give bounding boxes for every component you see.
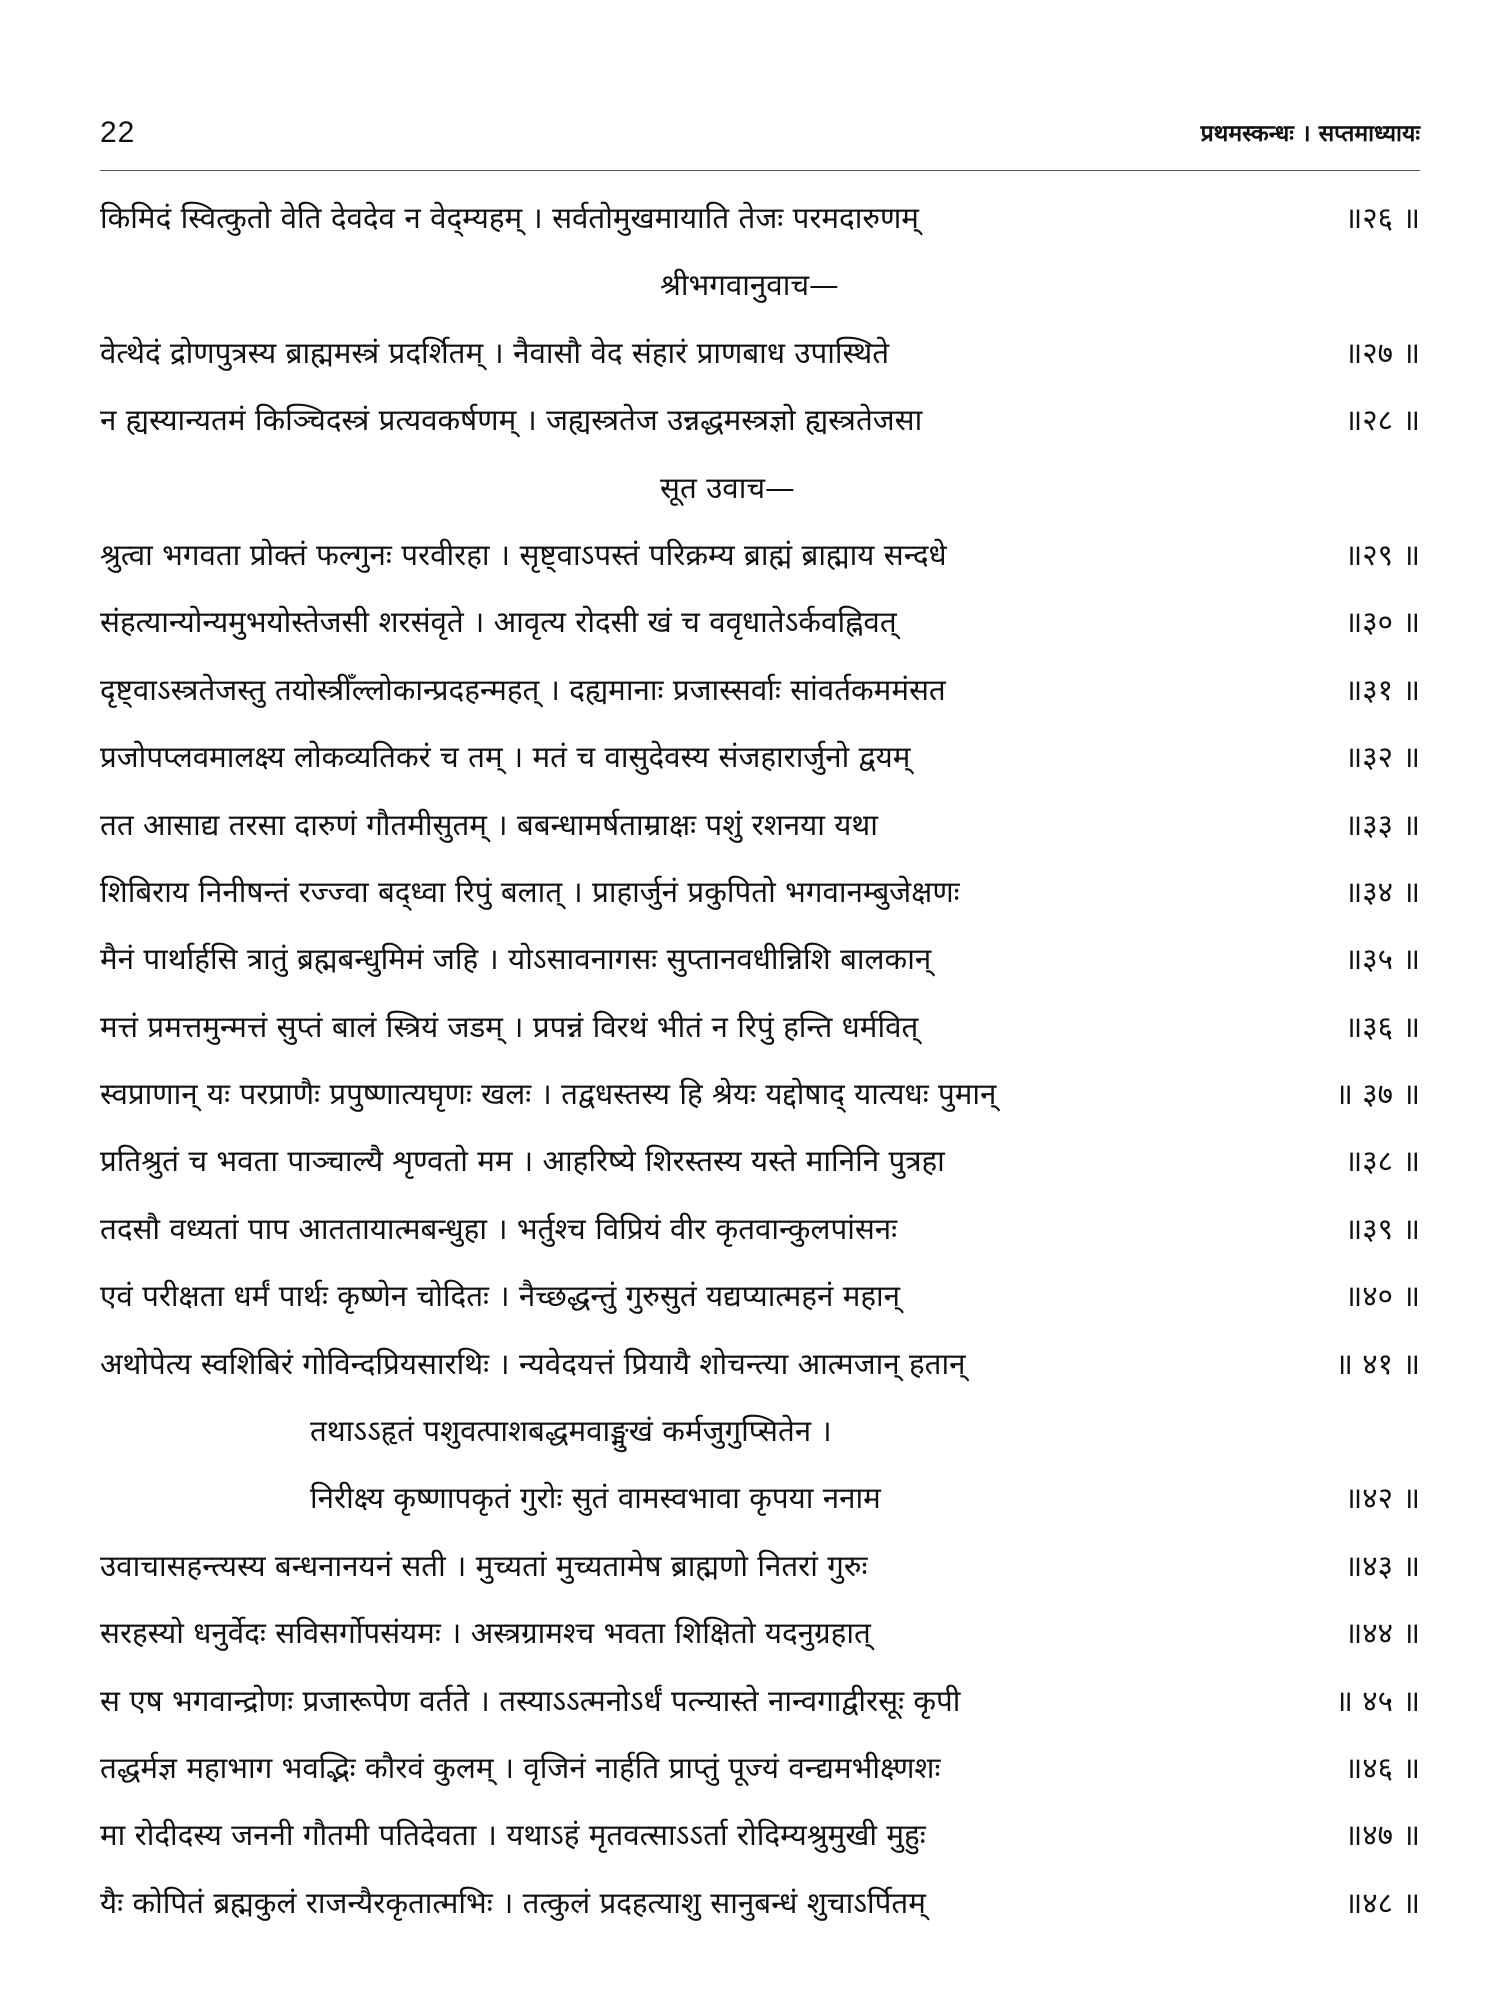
verse-text: स्वप्राणान् यः परप्राणैः प्रपुष्णात्यघृणः खलः । तद्वधस्तस्य हि श्रेयः यद्दोषाद् यात्यधः पुमान् [100, 1077, 997, 1112]
speaker-heading [100, 252, 1420, 319]
verse-number: ॥३४ ॥ [1344, 874, 1420, 909]
verse-text: सरहस्यो धनुर्वेदः सविसर्गोपसंयमः । अस्त्रग्रामश्च भवता शिक्षितो यदनुग्रहात् [100, 1616, 871, 1651]
verse-number: ॥२९ ॥ [1344, 537, 1420, 572]
verse-text: श्रुत्वा भगवता प्रोक्तं फल्गुनः परवीरहा । सृष्ट्वाऽपस्तं परिक्रम्य ब्राह्मं ब्राह्माय सन्दधे [100, 537, 947, 572]
verse-line [100, 926, 1420, 993]
verse-text: मैनं पार्थार्हसि त्रातुं ब्रह्मबन्धुमिमं जहि । योऽसावनागसः सुप्तानवधीन्निशि बालकान् [100, 942, 932, 977]
verse-number: ॥३१ ॥ [1344, 672, 1420, 707]
verse-number: ॥३८ ॥ [1344, 1144, 1420, 1179]
verse-line [100, 1802, 1420, 1869]
verse-text: तदसौ वध्यतां पाप आततायात्मबन्धुहा । भर्तुश्च विप्रियं वीर कृतवान्कुलपांसनः [100, 1211, 898, 1246]
verse-text: प्रजोपप्लवमालक्ष्य लोकव्यतिकरं च तम् । मतं च वासुदेवस्य संजहारार्जुनो द्वयम् [100, 740, 911, 775]
verse-line [100, 1061, 1420, 1128]
verse-line [100, 589, 1420, 656]
verse-number: ॥४२ ॥ [1344, 1481, 1420, 1516]
verse-block [100, 185, 1420, 1937]
verse-line [100, 1196, 1420, 1263]
verse-text: किमिदं स्वित्कुतो वेति देवदेव न वेद्म्यहम् । सर्वतोमुखमायाति तेजः परमदारुणम् [100, 201, 919, 235]
verse-text: शिबिराय निनीषन्तं रज्ज्वा बद्ध्वा रिपुं बलात् । प्राहार्जुनं प्रकुपितो भगवानम्बुजेक्षणः [100, 874, 960, 909]
verse-text: मत्तं प्रमत्तमुन्मत्तं सुप्तं बालं स्त्रियं जडम् । प्रपन्नं विरथं भीतं न रिपुं हन्ति धर्मवित् [100, 1009, 919, 1044]
verse-text: प्रतिश्रुतं च भवता पाञ्चाल्यै शृण्वतो मम । आहरिष्ये शिरस्तस्य यस्ते मानिनि पुत्रहा [100, 1144, 945, 1179]
verse-line [100, 1465, 1420, 1532]
verse-line [100, 1600, 1420, 1667]
verse-line [100, 859, 1420, 926]
verse-line [100, 792, 1420, 859]
verse-text: दृष्ट्वाऽस्त्रतेजस्तु तयोस्त्रीँल्लोकान्प्रदहन्महत् । दह्यमानाः प्रजास्सर्वाः सांवर्तकममंसत [100, 672, 946, 707]
verse-text: एवं परीक्षता धर्मं पार्थः कृष्णेन चोदितः । नैच्छद्धन्तुं गुरुसुतं यद्यप्यात्महनं महान् [100, 1279, 901, 1314]
verse-text: न ह्यस्यान्यतमं किञ्चिदस्त्रं प्रत्यवकर्षणम् । जह्यस्त्रतेज उन्नद्धमस्त्रज्ञो ह्यस्त्रतेजसा [100, 403, 923, 438]
speaker-heading [100, 455, 1420, 522]
verse-number: ॥४० ॥ [1344, 1279, 1420, 1314]
verse-number: ॥४८ ॥ [1344, 1885, 1420, 1920]
verse-number: ॥३५ ॥ [1344, 942, 1420, 977]
verse-line [100, 1735, 1420, 1802]
verse-number: ॥३३ ॥ [1344, 807, 1420, 842]
verse-line [100, 1668, 1420, 1735]
verse-line [100, 994, 1420, 1061]
verse-text: संहत्यान्योन्यमुभयोस्तेजसी शरसंवृते । आवृत्य रोदसी खं च ववृधातेऽर्कवह्निवत् [100, 605, 897, 640]
verse-line [100, 320, 1420, 387]
verse-number: ॥४७ ॥ [1344, 1818, 1420, 1853]
verse-text: यैः कोपितं ब्रह्मकुलं राजन्यैरकृतात्मभिः । तत्कुलं प्रदहत्याशु सानुबन्धं शुचाऽर्पितम् [100, 1885, 926, 1920]
verse-number: ॥४३ ॥ [1344, 1548, 1420, 1583]
verse-number: ॥४६ ॥ [1344, 1750, 1420, 1785]
verse-text: अथोपेत्य स्वशिबिरं गोविन्दप्रियसारथिः । न्यवेदयत्तं प्रियायै शोचन्त्या आत्मजान् हतान् [100, 1346, 966, 1381]
verse-text: मा रोदीदस्य जननी गौतमी पतिदेवता । यथाऽहं मृतवत्साऽऽर्ता रोदिम्यश्रुमुखी मुहुः [100, 1818, 926, 1853]
verse-number: ॥ ४५ ॥ [1335, 1683, 1420, 1718]
verse-text: तत आसाद्य तरसा दारुणं गौतमीसुतम् । बबन्धामर्षताम्राक्षः पशुं रशनया यथा [100, 807, 878, 842]
running-head: प्रथमस्कन्धः । सप्तमाध्यायः [1200, 121, 1420, 147]
verse-text: उवाचासहन्त्यस्य बन्धनानयनं सती । मुच्यतां मुच्यतामेष ब्राह्मणो नितरां गुरुः [100, 1548, 868, 1583]
verse-number: ॥२६ ॥ [1344, 201, 1420, 235]
verse-number: ॥४४ ॥ [1344, 1616, 1420, 1651]
verse-text: श्रीभगवानुवाच— [660, 268, 839, 303]
verse-line [100, 657, 1420, 724]
verse-line [100, 1128, 1420, 1195]
verse-line [100, 1263, 1420, 1330]
verse-line [100, 522, 1420, 589]
verse-line [100, 1533, 1420, 1600]
verse-line [100, 185, 1420, 252]
verse-number: ॥२७ ॥ [1344, 335, 1420, 370]
verse-number: ॥३० ॥ [1344, 605, 1420, 640]
verse-text: सूत उवाच— [660, 470, 795, 505]
verse-line [100, 1870, 1420, 1937]
page-number: 22 [100, 116, 136, 149]
verse-line [100, 387, 1420, 454]
verse-line [100, 724, 1420, 791]
verse-number: ॥३९ ॥ [1344, 1211, 1420, 1246]
verse-text: वेत्थेदं द्रोणपुत्रस्य ब्राह्ममस्त्रं प्रदर्शितम् । नैवासौ वेद संहारं प्राणबाध उपास्थिते [100, 335, 890, 370]
verse-number: ॥ ४१ ॥ [1335, 1346, 1420, 1381]
verse-line [100, 1331, 1420, 1398]
page-header [100, 112, 1420, 172]
verse-line [100, 1398, 1420, 1465]
verse-number: ॥३२ ॥ [1344, 740, 1420, 775]
verse-number: ॥३६ ॥ [1344, 1009, 1420, 1044]
verse-number: ॥२८ ॥ [1344, 403, 1420, 438]
verse-number: ॥ ३७ ॥ [1335, 1077, 1420, 1112]
header-rule [100, 170, 1420, 171]
verse-text: तद्धर्मज्ञ महाभाग भवद्भिः कौरवं कुलम् । वृजिनं नार्हति प्राप्तुं पूज्यं वन्द्यमभीक्ष्णशः [100, 1750, 941, 1785]
verse-text: स एष भगवान्द्रोणः प्रजारूपेण वर्तते । तस्याऽऽत्मनोऽर्धं पत्न्यास्ते नान्वगाद्वीरसूः कृपी [100, 1683, 961, 1718]
verse-text: निरीक्ष्य कृष्णापकृतं गुरोः सुतं वामस्वभावा कृपया ननाम [310, 1481, 881, 1516]
verse-text: तथाऽऽहृतं पशुवत्पाशबद्धमवाङ्मुखं कर्मजुगुप्सितेन । [310, 1414, 832, 1449]
